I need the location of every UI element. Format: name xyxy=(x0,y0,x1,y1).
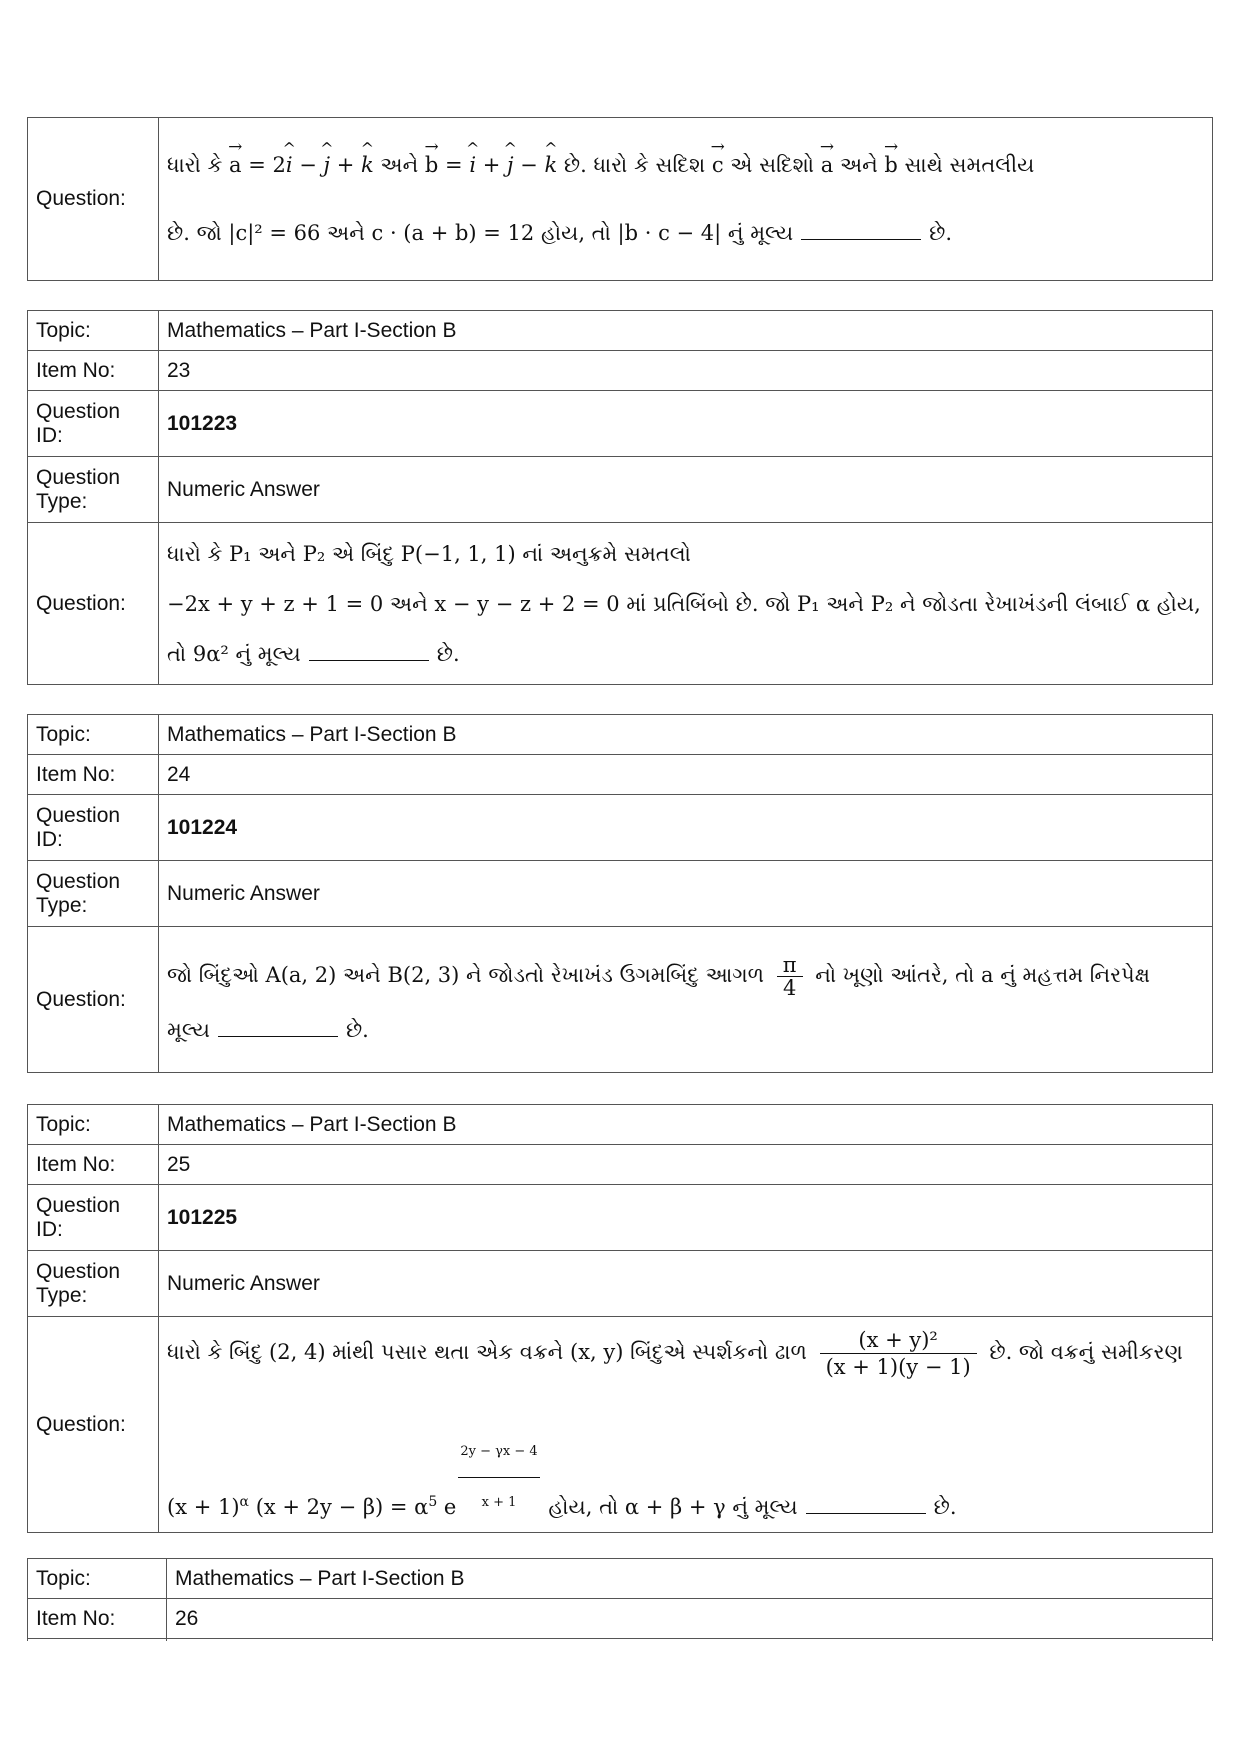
topic-label: Topic: xyxy=(28,1105,159,1145)
question-label: Question: xyxy=(28,927,159,1073)
question-line-1: ધારો કે બિંદુ (2, 4) માંથી પસાર થતા એક વક્રને (x, y) બિંદુએ સ્પર્શકનો ઢાળ $\frac{\text{(x + y)²}}{(x + 1)(y - 1)}$ છે. જો વક્રનું સમીકરણ xyxy=(167,1328,1183,1379)
question-line-1: ધારો કે → a = 2^ i − ^ j + ^ k અને → b = ^ i + ^ j − ^ k છે. ધારો કે સદિશ → c એ સદિશો → a અને → b સાથે સમતલીય xyxy=(167,140,1204,190)
question-type-value: Numeric Answer xyxy=(159,457,1213,523)
question-id-value: 101225 xyxy=(159,1185,1213,1251)
question-line-2: છે. જો |c|² = 66 અને c · (a + b) = 12 હોય, તો |b · c − 4| નું મૂલ્ય છે. xyxy=(167,221,953,245)
question-id-label: Question ID: xyxy=(28,391,159,457)
answer-blank xyxy=(309,642,429,661)
question-line-2: મૂલ્ય છે. xyxy=(167,1017,369,1042)
question-line-2: −2x + y + z + 1 = 0 અને x − y − z + 2 = 0 માં પ્રતિબિંબો છે. જો P₁ અને P₂ ને જોડતા રેખાખંડની લંબાઈ α હોય, xyxy=(167,591,1201,616)
question-line-2: $(x + 1)^\alpha$ $(x + 2y - \beta) = \alpha^5$ e $\frac{2y - \gamma x - 4}{x + 1}$ હોય, તો α + β + γ નું મૂલ્ય છે. xyxy=(167,1427,1204,1532)
pi-over-4-fraction: $\frac{\pi}{4}$ xyxy=(777,954,803,999)
question-type-value: Numeric Answer xyxy=(159,861,1213,927)
slope-fraction: $\frac{\text{(x + y)²}}{(x + 1)(y - 1)}$ xyxy=(820,1327,977,1380)
topic-value: Mathematics – Part I-Section B xyxy=(159,715,1213,755)
item-25-table xyxy=(27,1104,1213,1533)
item-no-label: Item No: xyxy=(28,1599,167,1639)
answer-blank xyxy=(218,1018,338,1037)
question-line-1: ધારો કે P₁ અને P₂ એ બિંદુ P(−1, 1, 1) નાં અનુક્રમે સમતલો xyxy=(167,541,691,566)
item-no-value: 25 xyxy=(159,1145,1213,1185)
topic-label: Topic: xyxy=(28,1559,167,1599)
item-no-value: 24 xyxy=(159,755,1213,795)
question-id-value: 101224 xyxy=(159,795,1213,861)
item-no-label: Item No: xyxy=(28,351,159,391)
question-line-3: તો 9α² નું મૂલ્ય છે. xyxy=(167,641,460,666)
question-line-1: જો બિંદુઓ A(a, 2) અને B(2, 3) ને જોડતો રેખાખંડ ઉગમબિંદુ આગળ $\frac{\pi}{4}$ નો ખૂણો આંતરે, તો a નું મહત્તમ નિરપેક્ષ xyxy=(167,952,1150,1000)
question-id-value: 101223 xyxy=(159,391,1213,457)
question-id-label: Question ID: xyxy=(28,795,159,861)
question-22-box xyxy=(27,117,1213,281)
item-23-table xyxy=(27,310,1213,685)
topic-value: Mathematics – Part I-Section B xyxy=(159,1105,1213,1145)
question-type-value: Numeric Answer xyxy=(159,1251,1213,1317)
question-label: Question: xyxy=(28,1317,159,1533)
exponent-fraction: $\frac{2y - \gamma x - 4}{x + 1}$ xyxy=(458,1427,539,1528)
question-label: Question: xyxy=(28,523,159,685)
topic-value: Mathematics – Part I-Section B xyxy=(159,311,1213,351)
topic-label: Topic: xyxy=(28,715,159,755)
item-no-label: Item No: xyxy=(28,755,159,795)
question-type-label: Question Type: xyxy=(28,457,159,523)
answer-blank xyxy=(806,1495,926,1514)
question-text xyxy=(159,927,1213,1073)
question-text xyxy=(159,523,1213,685)
question-type-label: Question Type: xyxy=(28,1251,159,1317)
item-no-value: 26 xyxy=(167,1599,1213,1639)
topic-value: Mathematics – Part I-Section B xyxy=(167,1559,1213,1599)
item-no-value: 23 xyxy=(159,351,1213,391)
item-no-label: Item No: xyxy=(28,1145,159,1185)
page-bottom-margin xyxy=(0,1641,1240,1761)
question-id-label: Question ID: xyxy=(28,1185,159,1251)
question-text xyxy=(159,118,1213,281)
answer-blank xyxy=(801,221,921,240)
question-type-label: Question Type: xyxy=(28,861,159,927)
question-text xyxy=(159,1317,1213,1533)
question-label: Question: xyxy=(28,118,159,281)
item-24-table xyxy=(27,714,1213,1073)
topic-label: Topic: xyxy=(28,311,159,351)
